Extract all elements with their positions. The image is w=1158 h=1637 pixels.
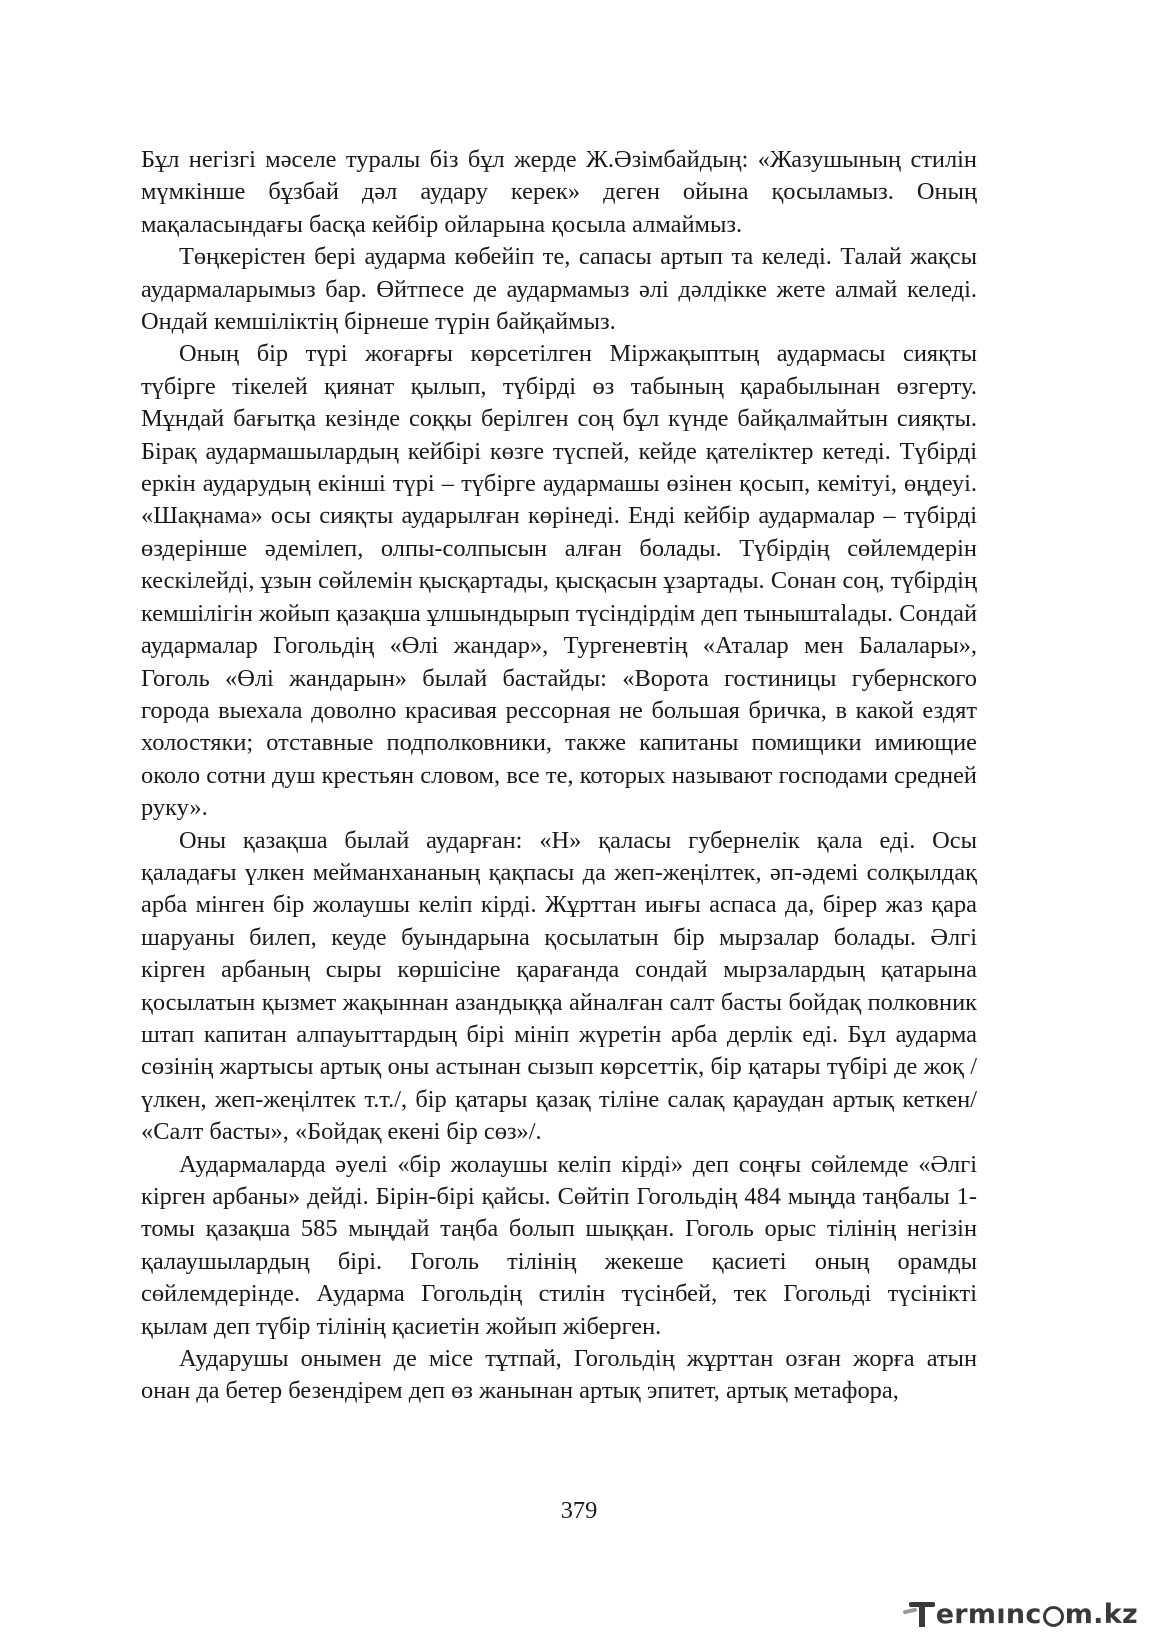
watermark-text-part1: ermınc bbox=[935, 1598, 1042, 1630]
watermark-text-part2: m.kz bbox=[1064, 1598, 1138, 1630]
paragraph-4: Оны қазақша былай аударған: «Н» қаласы губернелік қала еді. Осы қаладағы үлкен мейманхананың қақпасы да жеп-жеңілтек, әп-әдемі солқылдақ арба мінген бір жолаушы келіп кірді. Жұрттан иығы аспаса да, бірер жаз қара шаруаны билеп, кеуде буындарына қосылатын бір мырзалар болады. Әлгі кірген арбаның сыры көршісіне қарағанда сондай мырзалардың қатарына қосылатын қызмет жақыннан азандыққа айналған салт басты бойдақ полковник штап капитан алпауыттардың бірі мініп жүретін арба дерлік еді. Бұл аударма сөзінің жартысы артық оны астынан сызып көрсеттік, бір қатары түбірі де жоқ /үлкен, жеп-жеңілтек т.т./, бір қатары қазақ тіліне салақ қараудан артық кеткен/ «Салт басты», «Бойдақ екені бір сөз»/. bbox=[141, 826, 977, 1146]
paragraph-2: Төңкерістен бері аударма көбейіп те, сапасы артып та келеді. Талай жақсы аудармаларымыз бар. Өйтпесе де аудармамыз әлі дәлдікке жете алмай келеді. Ондай кемшіліктің бірнеше түрін байқаймыз. bbox=[141, 243, 977, 336]
watermark-o-ring bbox=[1043, 1606, 1064, 1627]
document-page bbox=[141, 144, 977, 1408]
page-number: 379 bbox=[560, 1497, 598, 1524]
termincom-logo-icon bbox=[909, 1599, 935, 1629]
watermark-logo bbox=[909, 1597, 1138, 1631]
paragraph-5: Аудармаларда әуелі «бір жолаушы келіп кірді» деп соңғы сөйлемде «Әлгі кірген арбаны» дейді. Бірін-бірі қайсы. Сөйтіп Гогольдің 484 мыңда таңбалы 1-томы қазақша 585 мыңдай таңба болып шыққан. Гоголь орыс тілінің негізін қалаушылардың бірі. Гоголь тілінің жекеше қасиеті оның орамды сөйлемдерінде. Аударма Гогольдің стилін түсінбей, тек Гогольді түсінікті қылам деп түбір тілінің қасиетін жойып жіберген. bbox=[141, 1150, 977, 1340]
paragraph-3: Оның бір түрі жоғарғы көрсетілген Міржақыптың аудармасы сияқты түбірге тікелей қиянат қылып, түбірді өз табының қарабылынан өзгерту. Мұндай бағытқа кезінде соққы берілген соң бұл күнде байқалмайтын сияқты. Бірақ аудармашылардың кейбірі көзге түспей, кейде қателіктер кетеді. Түбірді еркін аударудың екінші түрі – түбірге аудармашы өзінен қосып, кемітуі, өңдеуі. «Шақнама» осы сияқты аударылған көрінеді. Енді кейбір аудармалар – түбірді өздерінше әдемілеп, олпы-солпысын алған болады. Түбірдің сөйлемдерін кескілейді, ұзын сөйлемін қысқартады, қысқасын ұзартады. Сонан соң, түбірдің кемшілігін жойып қазақша ұлшындырып түсіндірдім деп тыныштalады. Сондай аудармалар Гогольдің «Өлі жандар», Тургеневтің «Аталар мен Балалары», Гоголь «Өлі жандарын» былай бастайды: «Ворота гостиницы губернского города выехала доволно красивая рессорная не большая бричка, в какой ездят холостяки; отставные подполковники, также капитаны помищики имиющие около сотни душ крестьян словом, все те, которых называют господами средней руку». bbox=[141, 340, 977, 822]
paragraph-1: Бұл негізгі мәселе туралы біз бұл жерде Ж.Әзімбайдың: «Жазушының стилін мүмкінше бұзбай дәл аудару керек» деген ойына қосыламыз. Оның мақаласындағы басқа кейбір ойларына қосыла алмаймыз. bbox=[141, 146, 977, 238]
paragraph-6: Аударушы онымен де місе тұтпай, Гогольдің жұрттан озған жорға атын онан да бетер безендірем деп өз жанынан артық эпитет, артық метафора, bbox=[141, 1345, 977, 1405]
